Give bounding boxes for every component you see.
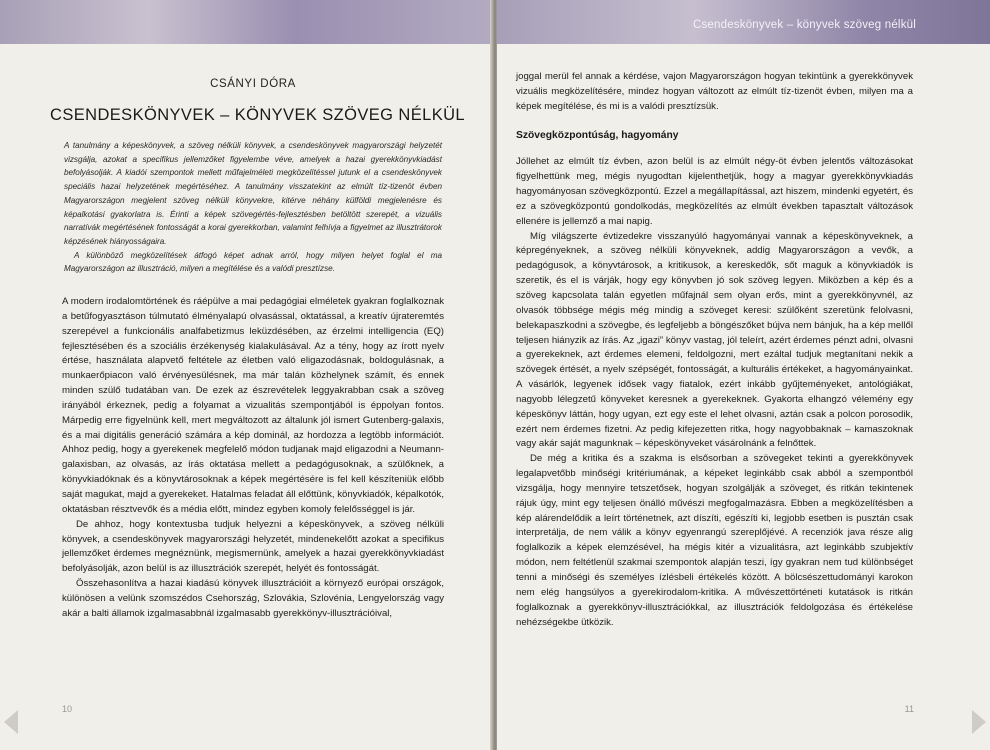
body-paragraph: A modern irodalomtörtének és ráépülve a mai pedagógiai elméletek gyakran foglalkoznak a betűfogyasztáson túlmutató élményalapú olvasással, oktatással, a kreatív újrateremtés szerepével a funkcionális analfabetizmus leküzdésében, az érzelmi intelligencia (EQ) fejlesztésében és a szociális érzékenység kialakulásával. Az a tény, hogy az írott nyelv értése, használata alapvető feltétele az életben való eligazodásnak, boldogulásnak, a munkaerőpiacon való érvényesülésnek, ma már talán közhelynek számít, és ennek minden szülő tudatában van. De ezek az észrevételek leggyakrabban csak a szöveg irányából érkeznek, pedig a folyamat a vizualitás szempontjából is éppolyan fontos. Márpedig erre figyelnünk kell, mert megváltozott az általunk jól ismert Gutenberg-galaxis, és a mai digitális generáció számára a kép dominál, az hordozza a legtöbb információt. Ahhoz pedig, hogy a gyerekenek megfelelő módon tudjanak majd eligazodni a Neumann-galaxisban, az olvasás, az írás oktatása mellett a pedagógusoknak, a szülőknek, a könyvkiadóknak és a könyvtárosoknak a képek megértésére is fel kell készíteniük előbb saját magukat, majd a gyerekeket. Hatalmas feladat áll előttünk, könyvkiadók, képalkotók, oktatásban résztvevők és a média előtt, mindez egyben komoly felelősséggel is jár. bbox=[62, 296, 444, 515]
previous-page-arrow-icon[interactable] bbox=[4, 710, 18, 734]
left-page bbox=[0, 0, 493, 750]
author-name: CSÁNYI DÓRA bbox=[210, 78, 296, 90]
right-body-text bbox=[516, 70, 913, 630]
body-paragraph: Míg világszerte évtizedekre visszanyúló hagyományai vannak a képeskönyveknek, a képregényeknek, a szöveg nélküli könyveknek, addig Magyarországon a vevők, a pedagógusok, a könyvtárosok, a kritikusok, a kereskedők, sőt maguk a könyvkiadók is szeretik, és el is várják, hogy egy könyvben jó sok szöveg legyen. Miközben a kép és a szöveg kapcsolata talán egyetlen műfajnál sem olyan erős, mint a gyerekkönyvnél, az olvasók többsége mégis még mindig a szöveget keresi: szülőként szeretünk felolvasni, belekapaszkodni a szövegbe, és legfeljebb a böngészőket bújva nem bánjuk, ha a kép mellől teljesen hiányzik az írás. Az „igazi” könyv vastag, jól teleírt, azért érdemes pénzt adni, olvasni a gyerekeknek, azt érdemes elemeni, feldolgozni, mert ezáltal tudjuk megtanítani nekik a szövegek értését, a nyelv szépségét, fontosságát, a kulturális értékeket, a hagyományainkat. A vásárlók, legyenek idősek vagy fiatalok, ezért inkább gyűjteményeket, antológiákat, nagyobb lélegzetű könyveket keresnek a gyerekeknek. Gyakorta elhangzó vélemény egy képeskönyv láttán, hogy ugyan, ezt egy este el lehet olvasni, aztán csak a polcon porosodik, ezért nem érdemes fizetni. Az pedig kifejezetten ritka, hogy nagyobbaknak – kamaszoknak vagy akár saját magunknak – képeskönyveket vásárolnánk a felnőttek. bbox=[516, 230, 913, 450]
left-body-text bbox=[62, 295, 444, 622]
left-header-band bbox=[0, 0, 493, 44]
abstract-paragraph: A különböző megközelítések átfogó képet adnak arról, hogy milyen helyet foglal el ma Magyarországon az illusztráció, milyen a megítélése és a valódi presztízse. bbox=[64, 250, 442, 274]
right-page-number: 11 bbox=[904, 704, 914, 714]
article-title: CSENDESKÖNYVEK – KÖNYVEK SZÖVEG NÉLKÜL bbox=[50, 106, 465, 124]
left-page-number: 10 bbox=[62, 704, 73, 714]
abstract bbox=[64, 139, 442, 276]
abstract-paragraph: A tanulmány a képeskönyvek, a szöveg nélküli könyvek, a csendeskönyvek magyarországi helyzetét vizsgálja, azokat a specifikus jellemzőket figyelembe véve, amelyek a hazai gyerekkönyvkiadást befolyásolják. A kiadói szempontok mellett műfajelméleti megközelítéssel jutunk el a csendeskönyvek speciális hazai helyzetének megértéséhez. A tanulmány visszatekint az elmúlt tíz-tizenöt évben Magyarországon megjelent szöveg nélküli könyvekre, kitérve néhány külföldi megjelenésre és képalkotási gyakorlatra is. Érinti a képek szövegértés-fejlesztésben betöltött szerepét, a vizuális narratívák megértésének fontosságát a korai gyerekkorban, valamint felhívja a figyelmet az illusztrátorok képzésének hiányosságaira. bbox=[64, 141, 442, 246]
body-paragraph: joggal merül fel annak a kérdése, vajon Magyarországon hogyan tekintünk a gyerekkönyvek vizuális megközelítésére, mindez hogyan változott az elmúlt tíz-tizenöt évben, milyen ma a képek megítélése, és mi is a valódi presztízsük. bbox=[516, 71, 913, 112]
body-paragraph: Jóllehet az elmúlt tíz évben, azon belül is az elmúlt négy-öt évben jelentős változásokat figyelhettünk meg, mégis nyugodtan kijelenthetjük, hogy a magyar gyerekkönyvkiadás hagyományosan szövegközpontú. Ezzel a megállapítással, azt hiszem, mindenki egyetért, és ez a szövegközpontú gondolkodás, megközelítés az elmúlt években tapasztalt változások ellenére is jellemző a mai napig. bbox=[516, 156, 913, 227]
body-paragraph: Összehasonlítva a hazai kiadású könyvek illusztrációit a környező európai országok, különösen a velünk szomszédos Csehország, Szlovákia, Szlovénia, Lengyelország vagy akár a balti államok izgalmasabbnál izgalmasabb gyerekkönyv-illusztrációival, bbox=[62, 578, 444, 619]
running-head: Csendeskönyvek – könyvek szöveg nélkül bbox=[692, 19, 916, 31]
right-page bbox=[497, 0, 990, 750]
next-page-arrow-icon[interactable] bbox=[972, 710, 986, 734]
section-heading: Szövegközpontúság, hagyomány bbox=[516, 129, 679, 141]
body-paragraph: De ahhoz, hogy kontextusba tudjuk helyezni a képeskönyvek, a szöveg nélküli könyvek, a csendeskönyvek magyarországi helyzetét, mindenekelőtt azokat a specifikus jellemzőket érdemes megnéznünk, megismernünk, amelyek a hazai gyerekkönyvkiadást befolyásolják, azon belül is az illusztrációk szerepét, helyét és fontosságát. bbox=[62, 518, 444, 575]
body-paragraph: De még a kritika és a szakma is elsősorban a szövegeket tekinti a gyerekkönyvek legalapvetőbb minőségi kritériumának, a képeket leginkább csak abból a szempontból vizsgálja, hogy mennyire tetszetősek, hogyan szolgálják a szöveget, és ritkán tekintenek rájuk úgy, mint egy teljesen önálló művészi megfogalmazásra. Ebben a megközelítésben a kép alárendelődik a leírt történetnek, azt díszíti, egészíti ki, legjobb esetben is pusztán csak interpretálja, de nem válik a könyv egyenrangú szereplőjévé. A recenziók java része alig foglalkozik a képek elemzésével, ha mégis kitér a vizualitásra, azt leginkább szubjektív módon, nem feltétlenül szakmai szempontok alapján teszi, így gyakran nem tud különbséget tenni a minőségi és személyes ízlésbeli értékelés között. A bölcsészettudományi karokon nem elég hangsúlyos a gyerekirodalom-kritika. A művészettörténeti kutatások is ritkán foglalkoznak a gyerekkönyv-illusztrációkkal, az illusztrációk feldolgozása és értékelése nehézségekbe ütközik. bbox=[516, 453, 913, 628]
